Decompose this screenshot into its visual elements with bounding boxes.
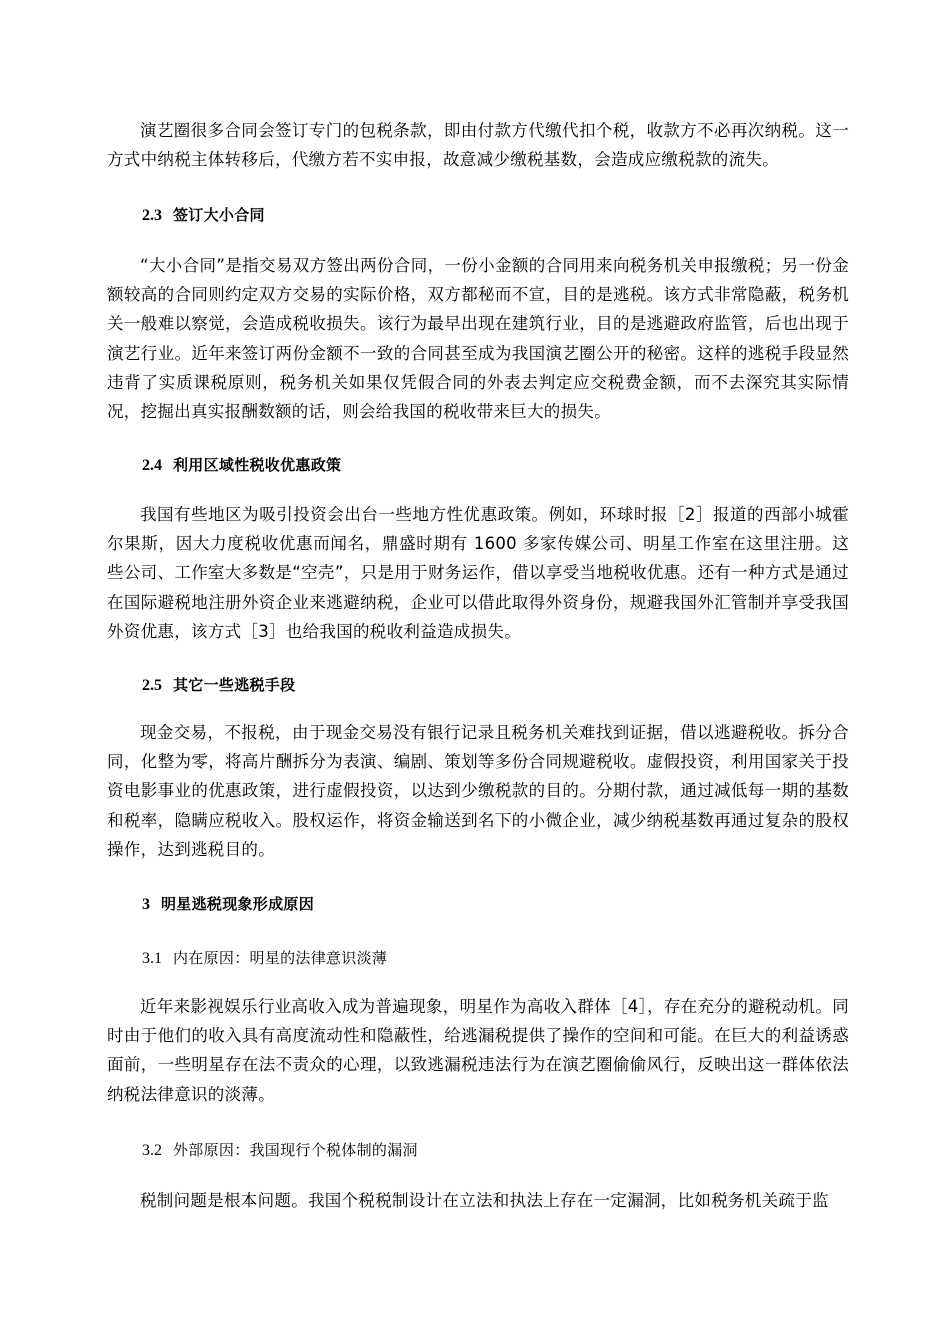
section-title: 签订大小合同 [173, 206, 265, 224]
paragraph-tax-inclusive-clause: 演艺圈很多合同会签订专门的包税条款，即由付款方代缴代扣个税，收款方不必再次纳税。这一方式中纳税主体转移后，代缴方若不实申报，故意减少缴税基数，会造成应缴税款的流失。 [107, 121, 849, 170]
section-title: 内在原因：明星的法律意识淡薄 [173, 949, 388, 967]
section-heading-2-4 [142, 453, 341, 478]
paragraph-external-causes: 税制问题是根本问题。我国个税税制设计在立法和执法上存在一定漏洞，比如税务机关疏于监 [140, 1191, 829, 1210]
section-number: 2.5 [142, 677, 162, 694]
section-title: 外部原因：我国现行个税体制的漏洞 [173, 1141, 418, 1159]
paragraph-regional-incentives: 我国有些地区为吸引投资会出台一些地方性优惠政策。例如，环球时报［2］报道的西部小城霍尔果斯，因大力度税收优惠而闻名，鼎盛时期有 1600 多家传媒公司、明星工作室在这里注册。这些公司、工作室大多数是“空壳”，只是用于财务运作，借以享受当地税收优惠。还有一种方式是通过在国际避税地注册外资企业来逃避纳税，企业可以借此取得外资身份，规避我国外汇管制并享受我国外资优惠，该方式［3］也给我国的税收利益造成损失。 [107, 505, 849, 641]
section-title: 明星逃税现象形成原因 [161, 895, 315, 913]
section-number: 3.2 [142, 1142, 162, 1159]
paragraph-internal-causes: 近年来影视娱乐行业高收入成为普遍现象，明星作为高收入群体［4］，存在充分的避税动机。同时由于他们的收入具有高度流动性和隐蔽性，给逃漏税提供了操作的空间和可能。在巨大的利益诱惑面前，一些明星存在法不责众的心理，以致逃漏税违法行为在演艺圈偷偷风行，反映出这一群体依法纳税法律意识的淡薄。 [107, 997, 849, 1104]
section-heading-3-2 [142, 1138, 418, 1163]
section-number: 3.1 [142, 950, 162, 967]
section-number: 3 [142, 896, 150, 913]
section-number: 2.4 [142, 457, 162, 474]
section-number: 2.3 [142, 207, 162, 224]
section-heading-2-5 [142, 673, 295, 698]
section-heading-3 [142, 892, 314, 917]
section-title: 其它一些逃税手段 [173, 676, 296, 694]
section-title: 利用区域性税收优惠政策 [173, 456, 342, 474]
paragraph-dual-contracts: “大小合同”是指交易双方签出两份合同，一份小金额的合同用来向税务机关申报缴税；另一份金额较高的合同则约定双方交易的实际价格，双方都秘而不宣，目的是逃税。该方式非常隐蔽，税务机关一般难以察觉，会造成税收损失。该行为最早出现在建筑行业，目的是逃避政府监管，后也出现于演艺行业。近年来签订两份金额不一致的合同甚至成为我国演艺圈公开的秘密。这样的逃税手段显然违背了实质课税原则，税务机关如果仅凭假合同的外表去判定应交税费金额，而不去深究其实际情况，挖掘出真实报酬数额的话，则会给我国的税收带来巨大的损失。 [107, 256, 849, 422]
section-heading-2-3 [142, 203, 265, 228]
paragraph-other-evasion-methods: 现金交易，不报税，由于现金交易没有银行记录且税务机关难找到证据，借以逃避税收。拆分合同，化整为零，将高片酬拆分为表演、编剧、策划等多份合同规避税收。虚假投资，利用国家关于投资电影事业的优惠政策，进行虚假投资，以达到少缴税款的目的。分期付款，通过减低每一期的基数和税率，隐瞒应税收入。股权运作，将资金输送到名下的小微企业，减少纳税基数再通过复杂的股权操作，达到逃税目的。 [107, 723, 849, 859]
section-heading-3-1 [142, 946, 387, 971]
